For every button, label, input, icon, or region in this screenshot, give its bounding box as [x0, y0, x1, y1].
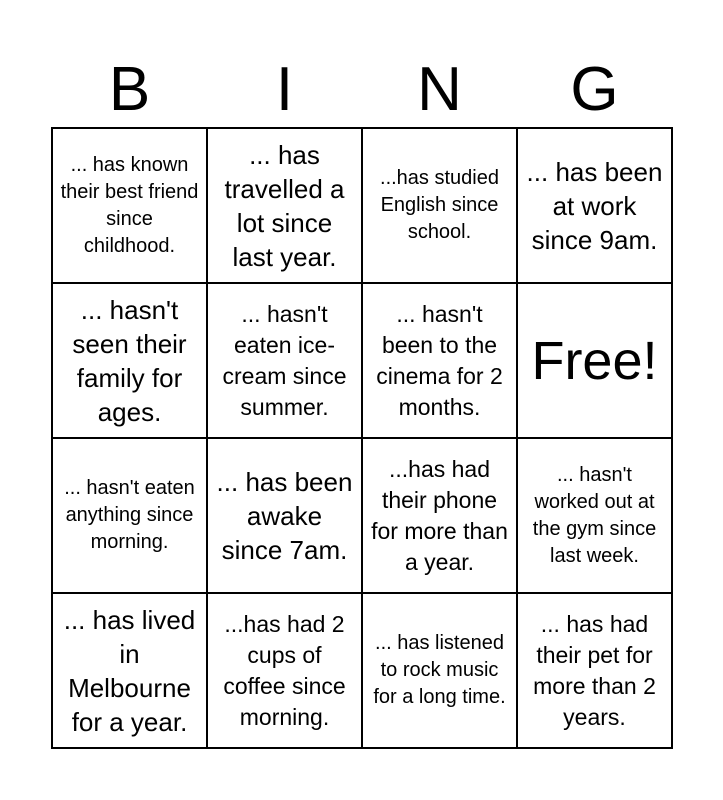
bingo-board — [51, 127, 673, 749]
cell-text: ... has been at work since 9am. — [526, 156, 663, 255]
bingo-cell[interactable] — [518, 129, 673, 284]
bingo-cell[interactable] — [53, 284, 208, 439]
cell-text: ...has studied English since school. — [380, 167, 499, 243]
header-letter-g: G — [570, 55, 619, 124]
cell-text: ... has had their pet for more than 2 years. — [533, 610, 656, 730]
free-space-cell[interactable] — [518, 284, 673, 439]
cell-text: ... has lived in Melbourne for a year. — [63, 604, 196, 737]
bingo-cell[interactable] — [518, 594, 673, 749]
bingo-cell[interactable] — [363, 594, 518, 749]
bingo-cell[interactable] — [518, 439, 673, 594]
bingo-cell[interactable] — [208, 284, 363, 439]
cell-text: ... hasn't eaten anything since morning. — [64, 477, 195, 553]
cell-text: ... has been awake since 7am. — [216, 466, 353, 565]
bingo-cell[interactable] — [363, 129, 518, 284]
cell-text: ... has travelled a lot since last year. — [224, 139, 345, 272]
bingo-cell[interactable] — [53, 594, 208, 749]
bingo-cell[interactable] — [208, 439, 363, 594]
bingo-cell[interactable] — [208, 594, 363, 749]
bingo-header — [52, 50, 672, 128]
cell-text: ...has had 2 cups of coffee since morning. — [223, 610, 346, 730]
free-space-label: Free! — [531, 330, 658, 391]
cell-text: ... hasn't worked out at the gym since last week. — [532, 463, 657, 567]
bingo-cell[interactable] — [53, 439, 208, 594]
header-letter-b: B — [108, 55, 151, 124]
cell-text: ... hasn't seen their family for ages. — [72, 294, 187, 427]
cell-text: ... has known their best friend since childhood. — [60, 153, 199, 257]
header-letter-n: N — [417, 55, 462, 124]
cell-text: ... has listened to rock music for a long time. — [373, 632, 506, 708]
cell-text: ... hasn't been to the cinema for 2 months. — [376, 300, 503, 420]
header-letter-i: I — [275, 55, 294, 124]
bingo-cell[interactable] — [53, 129, 208, 284]
cell-text: ... hasn't eaten ice-cream since summer. — [222, 300, 347, 420]
bingo-cell[interactable] — [363, 439, 518, 594]
cell-text: ...has had their phone for more than a year. — [371, 455, 508, 575]
bingo-cell[interactable] — [363, 284, 518, 439]
bingo-cell[interactable] — [208, 129, 363, 284]
